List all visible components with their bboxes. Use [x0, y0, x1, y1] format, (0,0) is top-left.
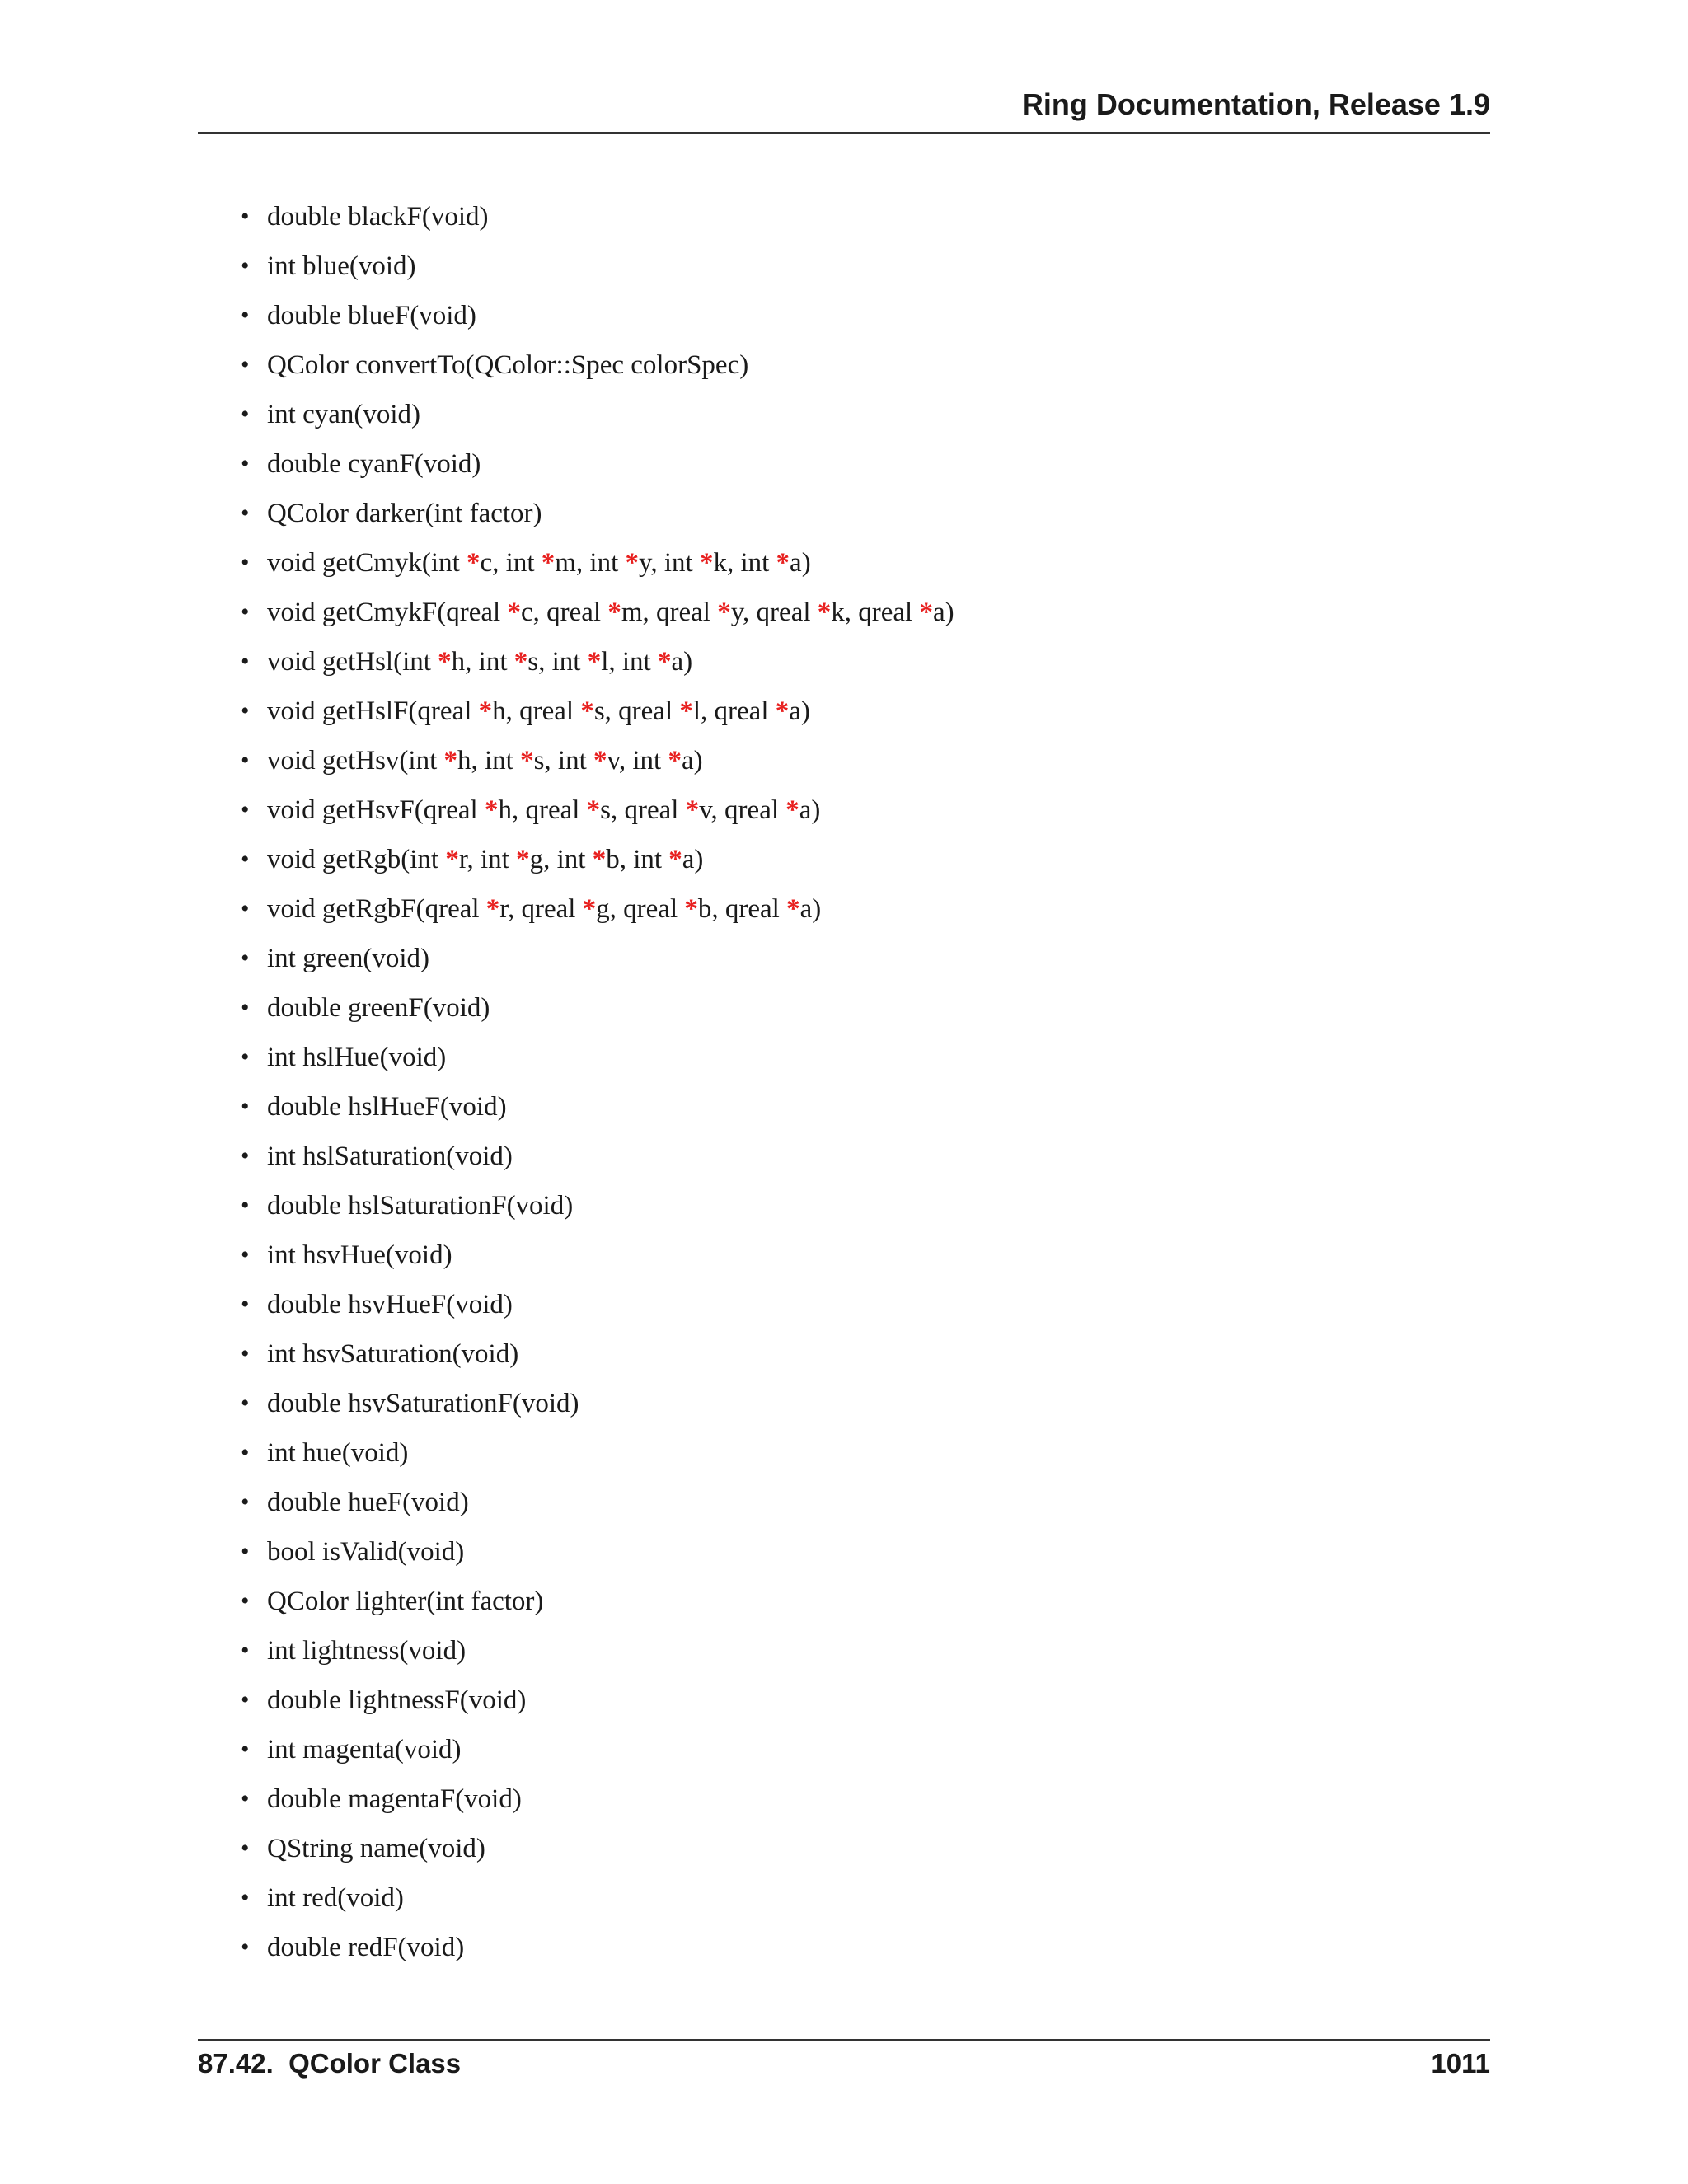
method-list-item: • int blue(void)	[241, 246, 954, 295]
method-list-item: • void getHslF(qreal *h, qreal *s, qreal *l, qreal *a)	[241, 691, 954, 740]
method-list-item: • bool isValid(void)	[241, 1531, 954, 1581]
method-list-item: • void getCmyk(int *c, int *m, int *y, int *k, int *a)	[241, 542, 954, 592]
method-list	[241, 196, 954, 1976]
method-list-item: • double hueF(void)	[241, 1482, 954, 1531]
method-list-item: • int magenta(void)	[241, 1729, 954, 1779]
method-list-item: • void getCmykF(qreal *c, qreal *m, qreal *y, qreal *k, qreal *a)	[241, 592, 954, 641]
page-header	[198, 87, 1490, 134]
method-list-item: • int lightness(void)	[241, 1630, 954, 1680]
method-list-item: • int cyan(void)	[241, 394, 954, 443]
method-list-item: • void getRgb(int *r, int *g, int *b, int *a)	[241, 839, 954, 888]
method-list-item: • double hslHueF(void)	[241, 1086, 954, 1136]
method-list-item: • void getHsv(int *h, int *s, int *v, int *a)	[241, 740, 954, 790]
method-list-item: • double lightnessF(void)	[241, 1680, 954, 1729]
method-list-item: • double blackF(void)	[241, 196, 954, 246]
method-list-item: • double cyanF(void)	[241, 443, 954, 493]
method-list-item: • int hue(void)	[241, 1432, 954, 1482]
document-title: Ring Documentation, Release 1.9	[1021, 87, 1490, 121]
page-number: 1011	[1431, 2048, 1490, 2079]
method-list-item: • int hsvSaturation(void)	[241, 1333, 954, 1383]
method-list-item: • void getRgbF(qreal *r, qreal *g, qreal *b, qreal *a)	[241, 888, 954, 938]
method-list-item: • double hslSaturationF(void)	[241, 1185, 954, 1235]
method-list-item: • int hslSaturation(void)	[241, 1136, 954, 1185]
method-list-item: • QColor darker(int factor)	[241, 493, 954, 542]
method-list-item: • int hslHue(void)	[241, 1037, 954, 1086]
method-list-item: • QColor lighter(int factor)	[241, 1581, 954, 1630]
method-list-item: • void getHsl(int *h, int *s, int *l, int *a)	[241, 641, 954, 691]
method-list-item: • QColor convertTo(QColor::Spec colorSpec)	[241, 344, 954, 394]
method-list-item: • double hsvHueF(void)	[241, 1284, 954, 1333]
method-list-item: • int green(void)	[241, 938, 954, 987]
section-title: 87.42. QColor Class	[198, 2048, 462, 2079]
method-list-item: • QString name(void)	[241, 1828, 954, 1877]
method-list-item: • int hsvHue(void)	[241, 1235, 954, 1284]
method-list-item: • double magentaF(void)	[241, 1779, 954, 1828]
method-list-item: • double greenF(void)	[241, 987, 954, 1037]
method-list-item: • void getHsvF(qreal *h, qreal *s, qreal *v, qreal *a)	[241, 790, 954, 839]
method-list-item: • double hsvSaturationF(void)	[241, 1383, 954, 1432]
method-list-item: • double blueF(void)	[241, 295, 954, 344]
method-list-item: • int red(void)	[241, 1877, 954, 1927]
method-list-item: • double redF(void)	[241, 1927, 954, 1976]
page-footer	[198, 2039, 1490, 2083]
